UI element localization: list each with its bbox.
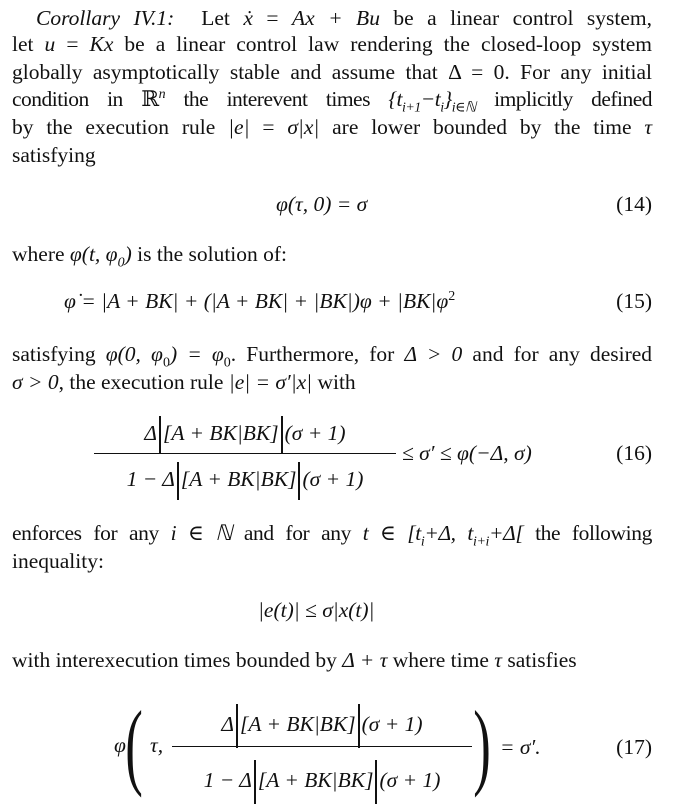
math-reals: ℝ$^n$ (141, 86, 166, 111)
equation-17-numerator: Δ [A + BK|BK] (σ + 1) (172, 704, 472, 748)
paragraph1-line6: satisfying (12, 143, 96, 167)
corollary-label: Corollary IV.1: (36, 6, 175, 30)
right-paren: ) (473, 691, 491, 798)
fraction-bar (172, 746, 472, 747)
inequality: |e(t)| ≤ σ|x(t)| (258, 598, 375, 622)
paragraph3-line2: inequality: (12, 549, 104, 573)
equation-16-fraction (94, 410, 396, 496)
equation-14-number: (14) (616, 192, 652, 216)
paragraph1-line3: globally asymptotically stable and assume that Δ = 0. For any initial (12, 60, 653, 84)
paragraph2-line1: satisfying φ(0, $\varphi_0) = \varphi_0$. Furthermore, for Δ > 0 and for any desired (12, 342, 653, 371)
equation-16-rhs: ≤ σ′ ≤ φ(−Δ, σ) (402, 441, 532, 465)
equation-15-number: (15) (616, 289, 652, 313)
math-system: Ax + Bu (291, 6, 380, 30)
paragraph1-line5: by the execution rule |e| = σ|x| are lower bounded by the time τ (12, 115, 653, 139)
left-paren: ( (125, 691, 143, 798)
paragraph4: with interexecution times bounded by Δ + τ where time τ satisfies (12, 648, 577, 672)
math-interevent: $\{t_{i+1}-t_i\}_{i\in ℕ}$ (388, 87, 476, 116)
equation-17-number: (17) (616, 735, 652, 759)
equation-17-tau: τ, (150, 733, 164, 757)
equation-16-numerator: Δ [A + BK|BK] (σ + 1) (94, 416, 396, 454)
equation-15: φ̇ = $|A + BK| + (|A + BK| + |BK|)\varphi + |BK|\varphi^2$ (64, 288, 456, 313)
paragraph2-line2: σ > 0, the execution rule |e| = σ′|x| with (12, 370, 356, 394)
equation-17-phi: φ (114, 733, 126, 757)
paragraph1-line2: let u = Kx be a linear control law rendering the closed-loop system (12, 32, 653, 56)
paragraph1-line1: Corollary IV.1: Let ẋ = Ax + Bu be a linear control system, (36, 6, 653, 30)
paragraph1-line4: condition in ℝ$^n$ the interevent times $\{t_{i+1}-t_i\}_{i\in ℕ}$ implicitly defined (12, 86, 653, 116)
equation-16-number: (16) (616, 441, 652, 465)
equation-17-rhs: = σ′. (500, 735, 541, 759)
math-xdot: ẋ (243, 6, 253, 30)
equation-14: φ(τ, 0) = σ (276, 192, 368, 216)
fraction-bar (94, 453, 396, 454)
math-delta-zero: Δ = 0 (448, 60, 505, 84)
paragraph3-line1: enforces for any i ∈ ℕ and for any t ∈ [$t_i+\Delta$, $t_{i+i}+\Delta$[ the following (12, 521, 652, 550)
where-line: where φ(t, $\varphi_0$) is the solution of: (12, 242, 288, 271)
equation-17-denominator: 1 − Δ [A + BK|BK] (σ + 1) (172, 760, 472, 804)
equation-16-denominator: 1 − Δ [A + BK|BK] (σ + 1) (94, 462, 396, 500)
equation-17-fraction (172, 698, 472, 798)
